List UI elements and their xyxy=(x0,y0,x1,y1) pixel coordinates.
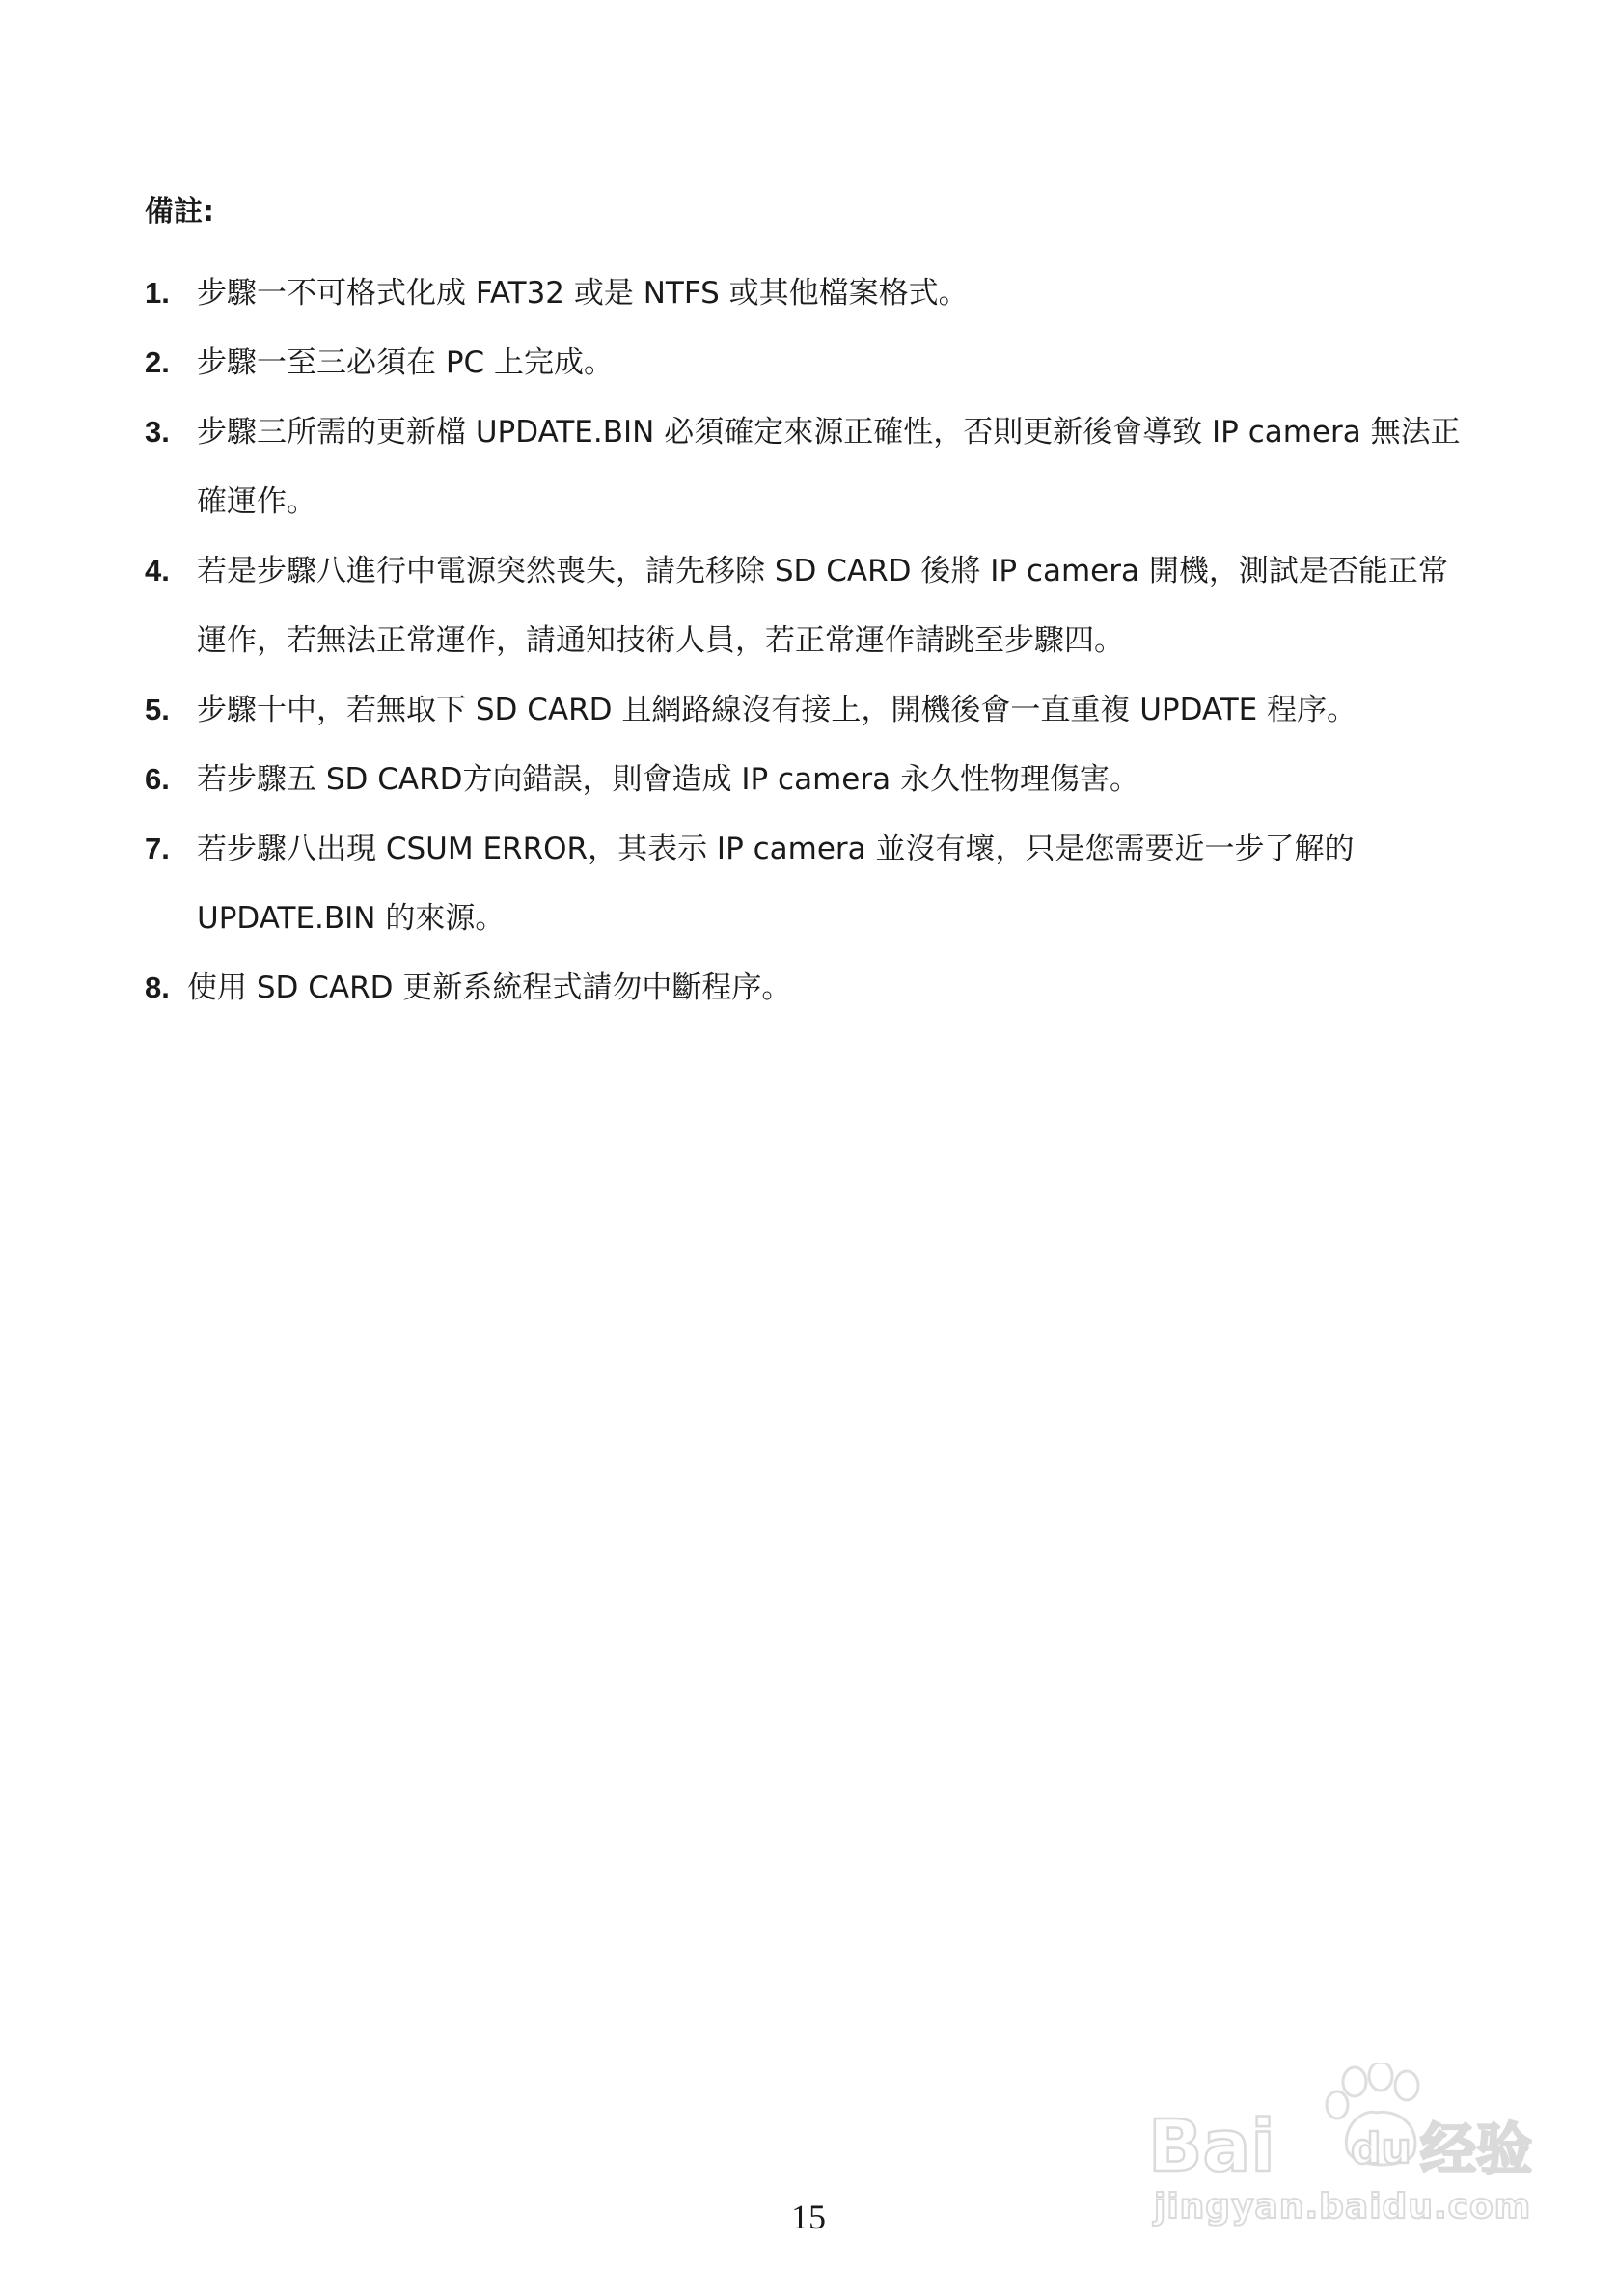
note-text xyxy=(197,328,1486,397)
note-number: 2. xyxy=(145,345,170,379)
note-number: 4. xyxy=(145,554,170,588)
note-line: 確運作。 xyxy=(197,484,316,519)
list-item xyxy=(145,536,1486,675)
note-number: 8. xyxy=(145,970,170,1004)
note-line: 使用 SD CARD 更新系統程式請勿中斷程序。 xyxy=(187,970,792,1005)
note-text xyxy=(197,259,1486,328)
note-text xyxy=(187,953,1486,1023)
watermark-url: jingyan.baidu.com xyxy=(1154,2187,1532,2227)
svg-text:经验: 经验 xyxy=(1420,2117,1533,2182)
note-line: 若步驟五 SD CARD方向錯誤，則會造成 IP camera 永久性物理傷害。 xyxy=(197,762,1139,797)
note-text xyxy=(197,745,1486,814)
note-text xyxy=(197,814,1486,953)
list-item xyxy=(145,745,1486,814)
note-line: 若是步驟八進行中電源突然喪失，請先移除 SD CARD 後將 IP camera 開機，測試是否能正常 xyxy=(197,554,1448,588)
svg-text:Bai: Bai xyxy=(1148,2105,1275,2188)
note-text xyxy=(197,675,1486,745)
notes-heading: 備註: xyxy=(145,195,214,229)
list-item xyxy=(145,259,1486,328)
page-number: 15 xyxy=(791,2198,826,2236)
note-number: 7. xyxy=(145,832,170,865)
notes-list xyxy=(145,259,1486,1023)
note-line: 運作，若無法正常運作，請通知技術人員，若正常運作請跳至步驟四。 xyxy=(197,623,1124,658)
note-text xyxy=(197,397,1486,536)
note-line: UPDATE.BIN 的來源。 xyxy=(197,901,506,936)
list-item xyxy=(145,953,1486,1023)
note-number: 6. xyxy=(145,762,170,796)
note-line: 若步驟八出現 CSUM ERROR，其表示 IP camera 並沒有壞，只是您需要近一步了解的 xyxy=(197,832,1355,866)
list-item xyxy=(145,814,1486,953)
note-line: 步驟十中，若無取下 SD CARD 且網路線沒有接上，開機後會一直重複 UPDATE 程序。 xyxy=(197,693,1357,727)
baidu-logo-icon xyxy=(1144,2063,1540,2188)
note-text xyxy=(197,536,1486,675)
note-number: 5. xyxy=(145,693,170,726)
note-line: 步驟一不可格式化成 FAT32 或是 NTFS 或其他檔案格式。 xyxy=(197,276,969,311)
note-number: 3. xyxy=(145,415,170,449)
svg-text:du: du xyxy=(1351,2124,1411,2173)
list-item xyxy=(145,328,1486,397)
note-line: 步驟三所需的更新檔 UPDATE.BIN 必須確定來源正確性，否則更新後會導致 IP camera 無法正 xyxy=(197,415,1461,450)
note-number: 1. xyxy=(145,276,170,310)
note-line: 步驟一至三必須在 PC 上完成。 xyxy=(197,345,615,380)
baidu-watermark xyxy=(1144,2063,1540,2236)
list-item xyxy=(145,675,1486,745)
list-item xyxy=(145,397,1486,536)
